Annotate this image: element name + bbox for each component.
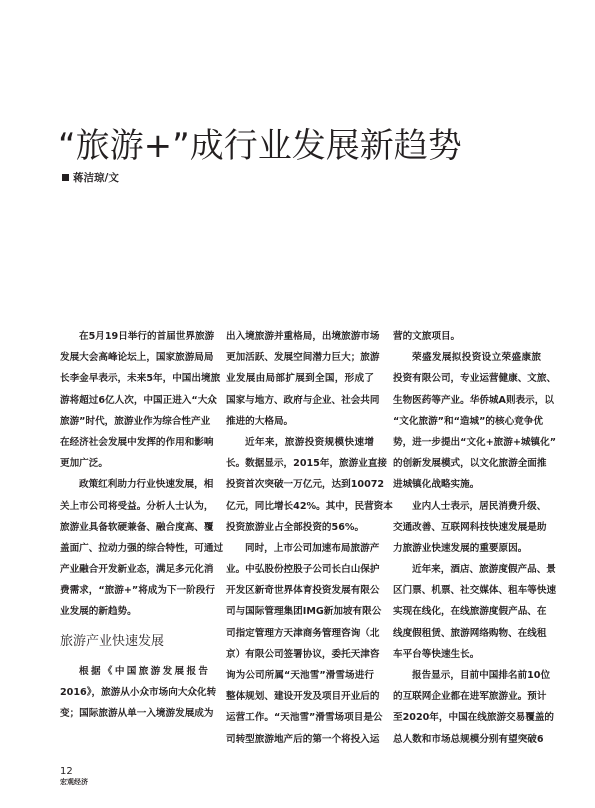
body-line: 整体规划、建设开发及项目开业后的 bbox=[226, 691, 380, 703]
body-line: 业发展的新趋势。 bbox=[60, 606, 137, 618]
body-line: 投资有限公司，专业运营健康、文旅、 bbox=[393, 373, 557, 385]
body-line: 荣盛发展拟投资设立荣盛康旅 bbox=[412, 352, 541, 364]
body-line: 的创新发展模式，以文化旅游全面推 bbox=[393, 458, 547, 470]
body-line: 司转型旅游地产后的第一个将投入运 bbox=[226, 733, 380, 745]
body-line: 业内人士表示，居民消费升级、 bbox=[412, 500, 547, 512]
body-line: 运营工作。“天池雪”滑雪场项目是公 bbox=[226, 712, 383, 724]
body-line: 2016》，旅游从小众市场向大众化转 bbox=[60, 686, 217, 698]
body-line: 关上市公司将受益。分析人士认为， bbox=[60, 500, 214, 512]
body-line: 近年来，酒店、旅游度假产品、景 bbox=[412, 564, 556, 576]
body-line: 生物医药等产业。华侨城A则表示，以 bbox=[393, 394, 554, 406]
body-line: 车平台等快速生长。 bbox=[393, 648, 480, 660]
byline-author: 蒋洁琼/文 bbox=[73, 172, 119, 184]
body-line: 国家与地方、政府与企业、社会共同 bbox=[226, 394, 380, 406]
body-line: 投资旅游业占全部投资的56%。 bbox=[226, 521, 365, 533]
body-line: 司与国际管理集团IMG新加坡有限公 bbox=[226, 606, 382, 618]
body-line: 总人数和市场总规模分别有望突破6 bbox=[393, 733, 544, 745]
page-number: 12 bbox=[60, 766, 73, 777]
body-line: 力旅游业快速发展的重要原因。 bbox=[393, 542, 528, 554]
body-line: 根据《中国旅游发展报告 bbox=[79, 665, 208, 677]
body-line: 产业融合开发新业态，满足多元化消 bbox=[60, 564, 214, 576]
byline bbox=[62, 171, 119, 185]
body-line: 费需求，“旅游+”将成为下一阶段行 bbox=[60, 585, 215, 597]
body-line: 交通改善、互联网科技快速发展是助 bbox=[393, 521, 547, 533]
article-title: “旅游+”成行业发展新趋势 bbox=[58, 126, 462, 166]
body-line: 投资首次突破一万亿元，达到10072 bbox=[226, 479, 385, 491]
magazine-name: 宏观经济 bbox=[60, 778, 88, 786]
body-line: 势，进一步提出“文化+旅游+城镇化” bbox=[393, 436, 556, 448]
article-column-3 bbox=[393, 326, 557, 750]
body-line: 政策红利助力行业快速发展，相 bbox=[79, 479, 214, 491]
body-line: 至2020年，中国在线旅游交易覆盖的 bbox=[393, 712, 555, 724]
body-line: 出入境旅游并重格局，出境旅游市场 bbox=[226, 331, 380, 342]
body-line: 业发展由局部扩展到全国，形成了 bbox=[226, 373, 374, 385]
body-line: 近年来，旅游投资规模快速增 bbox=[245, 436, 374, 448]
body-line: 变；国际旅游从单一入境游发展成为 bbox=[60, 708, 214, 719]
body-line: 亿元，同比增长42%。其中，民营资本 bbox=[226, 500, 393, 512]
section-heading: 旅游产业快速发展 bbox=[60, 633, 165, 649]
body-line: 开发区新奇世界体育投资发展有限公 bbox=[226, 585, 380, 597]
body-line: 进城镇化战略实施。 bbox=[393, 479, 480, 491]
body-line: 报告显示，目前中国排名前10位 bbox=[412, 670, 551, 681]
body-line: 同时，上市公司加速布局旅游产 bbox=[245, 542, 380, 554]
body-line: “文化旅游”和“造城”的核心竞争优 bbox=[393, 415, 543, 427]
body-line: 推进的大格局。 bbox=[226, 415, 294, 427]
bullet-square-icon bbox=[62, 174, 69, 181]
body-line: 区门票、机票、社交媒体、租车等快速 bbox=[393, 585, 557, 597]
body-line: 发展大会高峰论坛上，国家旅游局局 bbox=[60, 352, 214, 364]
body-line: 营的文旅项目。 bbox=[393, 331, 461, 342]
body-line: 业。中弘股份控股子公司长白山保护 bbox=[226, 564, 380, 576]
body-line: 更加活跃、发展空间潜力巨大；旅游 bbox=[226, 352, 380, 364]
body-line: 更加广泛。 bbox=[60, 458, 108, 470]
article-column-2 bbox=[226, 326, 393, 750]
body-line: 长李金早表示，未来5年，中国出境旅 bbox=[60, 373, 221, 385]
body-line: 在5月19日举行的首届世界旅游 bbox=[79, 331, 215, 342]
body-line: 长。数据显示，2015年，旅游业直接 bbox=[226, 458, 388, 470]
body-line: 旅游”时代，旅游业作为综合性产业 bbox=[60, 415, 211, 427]
body-line: 京）有限公司签署协议，委托天津咨 bbox=[226, 648, 380, 660]
body-line: 盖面广、拉动力强的综合特性，可通过 bbox=[60, 542, 224, 554]
body-line: 实现在线化，在线旅游度假产品、在 bbox=[393, 606, 547, 618]
body-line: 的互联网企业都在进军旅游业。预计 bbox=[393, 691, 547, 703]
article-column-1 bbox=[60, 326, 224, 724]
body-line: 线度假租赁、旅游网络购物、在线租 bbox=[393, 627, 547, 639]
body-line: 游将超过6亿人次，中国正进入“大众 bbox=[60, 394, 217, 406]
body-line: 在经济社会发展中发挥的作用和影响 bbox=[60, 436, 214, 448]
body-line: 旅游业具备软硬兼备、融合度高、覆 bbox=[60, 521, 214, 533]
body-line: 司指定管理方天津商务管理咨询（北 bbox=[226, 627, 380, 639]
body-line: 询为公司所属“天池雪”滑雪场进行 bbox=[226, 670, 374, 681]
